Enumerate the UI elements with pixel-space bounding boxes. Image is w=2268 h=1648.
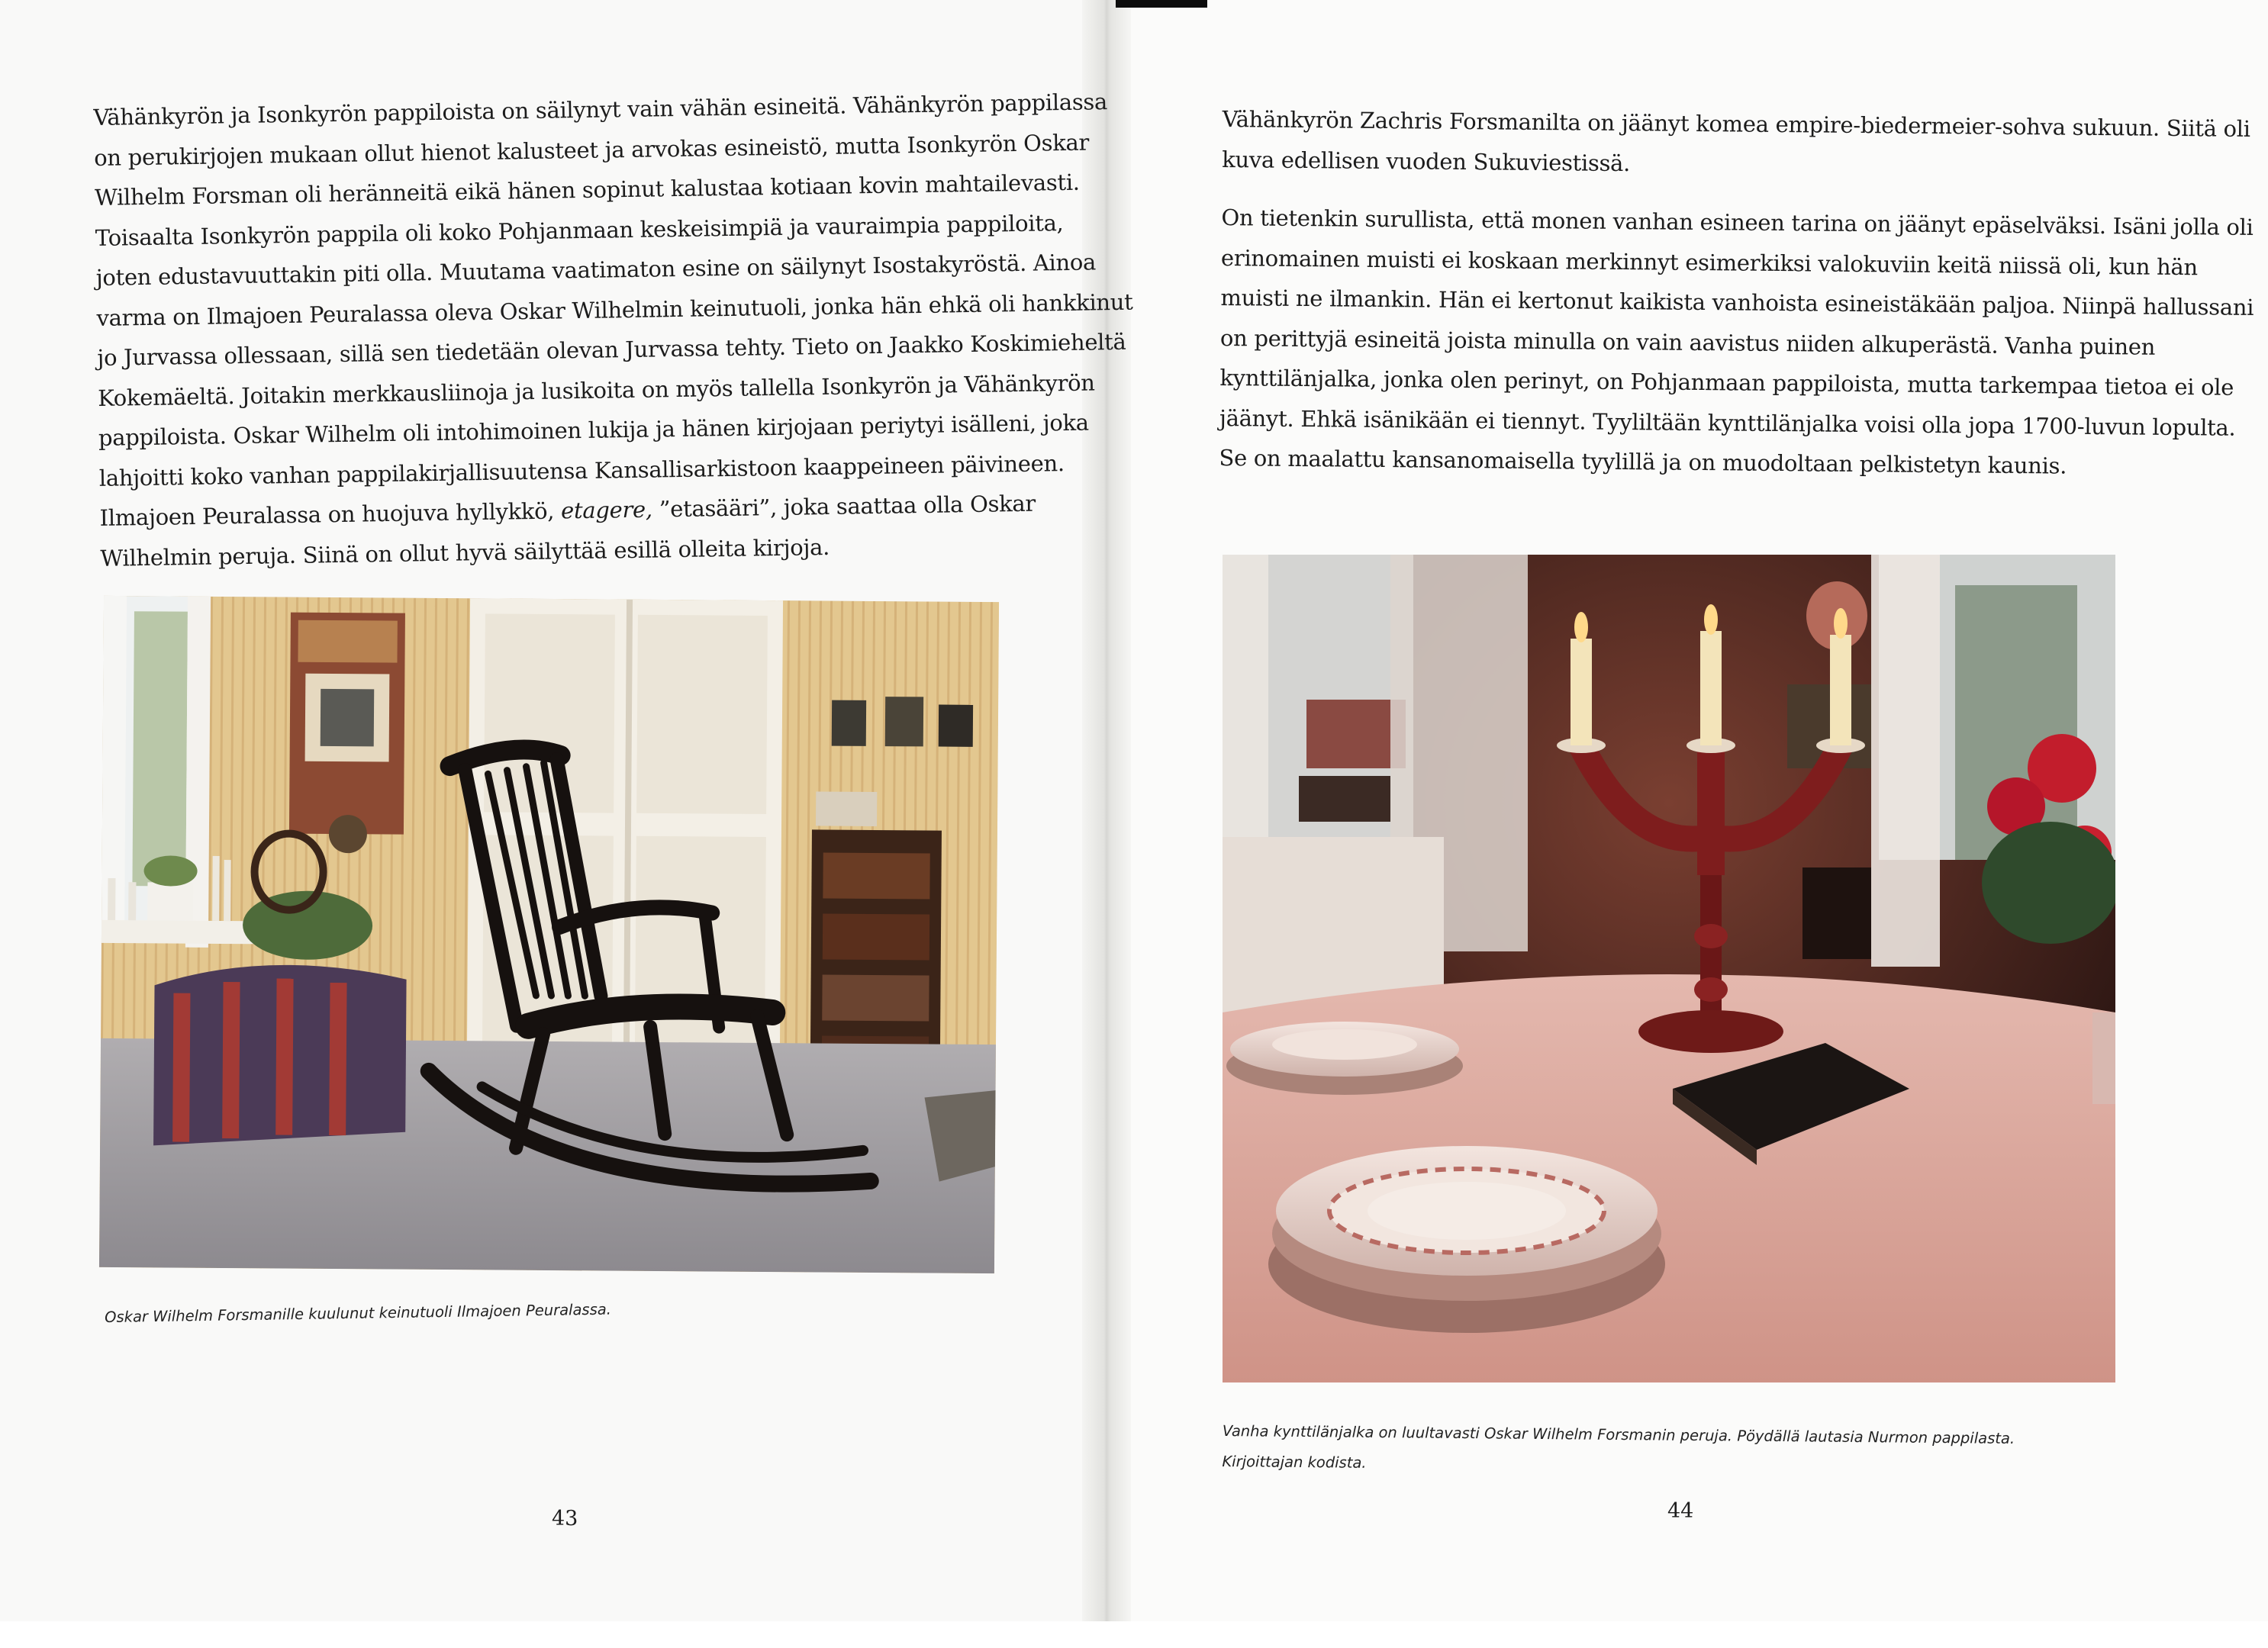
body-line: Kokemäeltä. Joitakin merkkausliinoja ja lusikoita on myös tallella Isonkyrön ja Vähänkyrön bbox=[97, 369, 1095, 411]
body-fragment: ”etasääri”, joka saattaa olla Oskar bbox=[652, 490, 1036, 523]
body-line: kynttilänjalka, jonka olen perinyt, on Pohjanmaan pappiloista, mutta tarkempaa tietoa ei ole bbox=[1219, 364, 2234, 401]
caption-line: Kirjoittajan kodista. bbox=[1222, 1452, 1367, 1472]
page-number-left: 43 bbox=[552, 1507, 578, 1531]
body-line: Vähänkyrön ja Isonkyrön pappiloista on säilynyt vain vähän esineitä. Vähänkyrön pappilassa bbox=[93, 89, 1108, 130]
body-line: Wilhelmin peruja. Siinä on ollut hyvä säilyttää esillä olleita kirjoja. bbox=[100, 533, 830, 571]
body-line: On tietenkin surullista, että monen vanhan esineen tarina on jäänyt epäselväksi. Isäni jolla oli bbox=[1221, 204, 2254, 240]
body-line: jäänyt. Ehkä isänikään ei tiennyt. Tyyliltään kynttilänjalka voisi olla jopa 1700-luvun lopulta. bbox=[1219, 404, 2236, 441]
body-line: Vähänkyrön Zachris Forsmanilta on jäänyt komea empire-biedermeier-sohva sukuun. Siitä oli bbox=[1222, 105, 2250, 142]
body-line: on perittyjä esineitä joista minulla on vain aavistus niiden alkuperästä. Vanha puinen bbox=[1219, 324, 2156, 360]
italic-term: etagere, bbox=[560, 496, 653, 524]
caption-line: Vanha kynttilänjalka on luultavasti Oskar Wilhelm Forsmanin peruja. Pöydällä lautasia Nurmon pappilasta. bbox=[1222, 1421, 2015, 1447]
body-line: muisti ne ilmankin. Hän ei kertonut kaikista vanhoista esineistäkään paljoa. Niinpä hallussani bbox=[1220, 284, 2254, 320]
right-photo-caption bbox=[1222, 1416, 2015, 1485]
body-line: joten edustavuuttakin piti olla. Muutama vaatimaton esine on säilynyt Isostakyröstä. Ainoa bbox=[95, 249, 1097, 291]
body-line: jo Jurvassa ollessaan, sillä sen tiedetään olevan Jurvassa tehty. Tieto on Jaakko Koskimieheltä bbox=[97, 328, 1126, 371]
body-line: on perukirjojen mukaan ollut hienot kalusteet ja arvokas esineistö, mutta Isonkyrön Oskar bbox=[93, 129, 1090, 171]
body-line: varma on Ilmajoen Peuralassa oleva Oskar Wilhelmin keinutuoli, jonka hän ehkä oli hankkinut bbox=[96, 288, 1133, 331]
body-line: kuva edellisen vuoden Sukuviestissä. bbox=[1222, 146, 1631, 176]
body-line: Se on maalattu kansanomaisella tyylillä ja on muodoltaan pelkistetyn kaunis. bbox=[1219, 444, 2067, 479]
page-number-right: 44 bbox=[1667, 1499, 1694, 1523]
right-body-text bbox=[1219, 99, 2254, 487]
body-line: erinomainen muisti ei koskaan merkinnyt esimerkiksi valokuviin keitä niissä oli, kun hän bbox=[1220, 244, 2199, 280]
left-body-text bbox=[93, 82, 1137, 578]
body-line: lahjoitti koko vanhan pappilakirjallisuutensa Kansallisarkistoon kaappeineen päivineen. bbox=[98, 449, 1065, 491]
scan-bottom-edge bbox=[0, 1621, 2268, 1648]
candelabra-photo bbox=[1223, 555, 2115, 1382]
body-fragment: Ilmajoen Peuralassa on huojuva hyllykkö, bbox=[99, 497, 562, 531]
scan-edge-mark bbox=[1116, 0, 1207, 8]
left-photo-caption: Oskar Wilhelm Forsmanille kuulunut keinutuoli Ilmajoen Peuralassa. bbox=[105, 1300, 612, 1326]
body-line: Wilhelm Forsman oli heränneitä eikä hänen sopinut kalustaa kotiaan kovin mahtailevasti. bbox=[94, 169, 1080, 211]
rocking-chair-photo bbox=[99, 596, 999, 1273]
body-line: pappiloista. Oskar Wilhelm oli intohimoinen lukija ja hänen kirjojaan periytyi isälleni, joka bbox=[98, 409, 1090, 451]
body-line: Toisaalta Isonkyrön pappila oli koko Pohjanmaan keskeisimpiä ja vauraimpia pappiloita, bbox=[95, 209, 1064, 251]
